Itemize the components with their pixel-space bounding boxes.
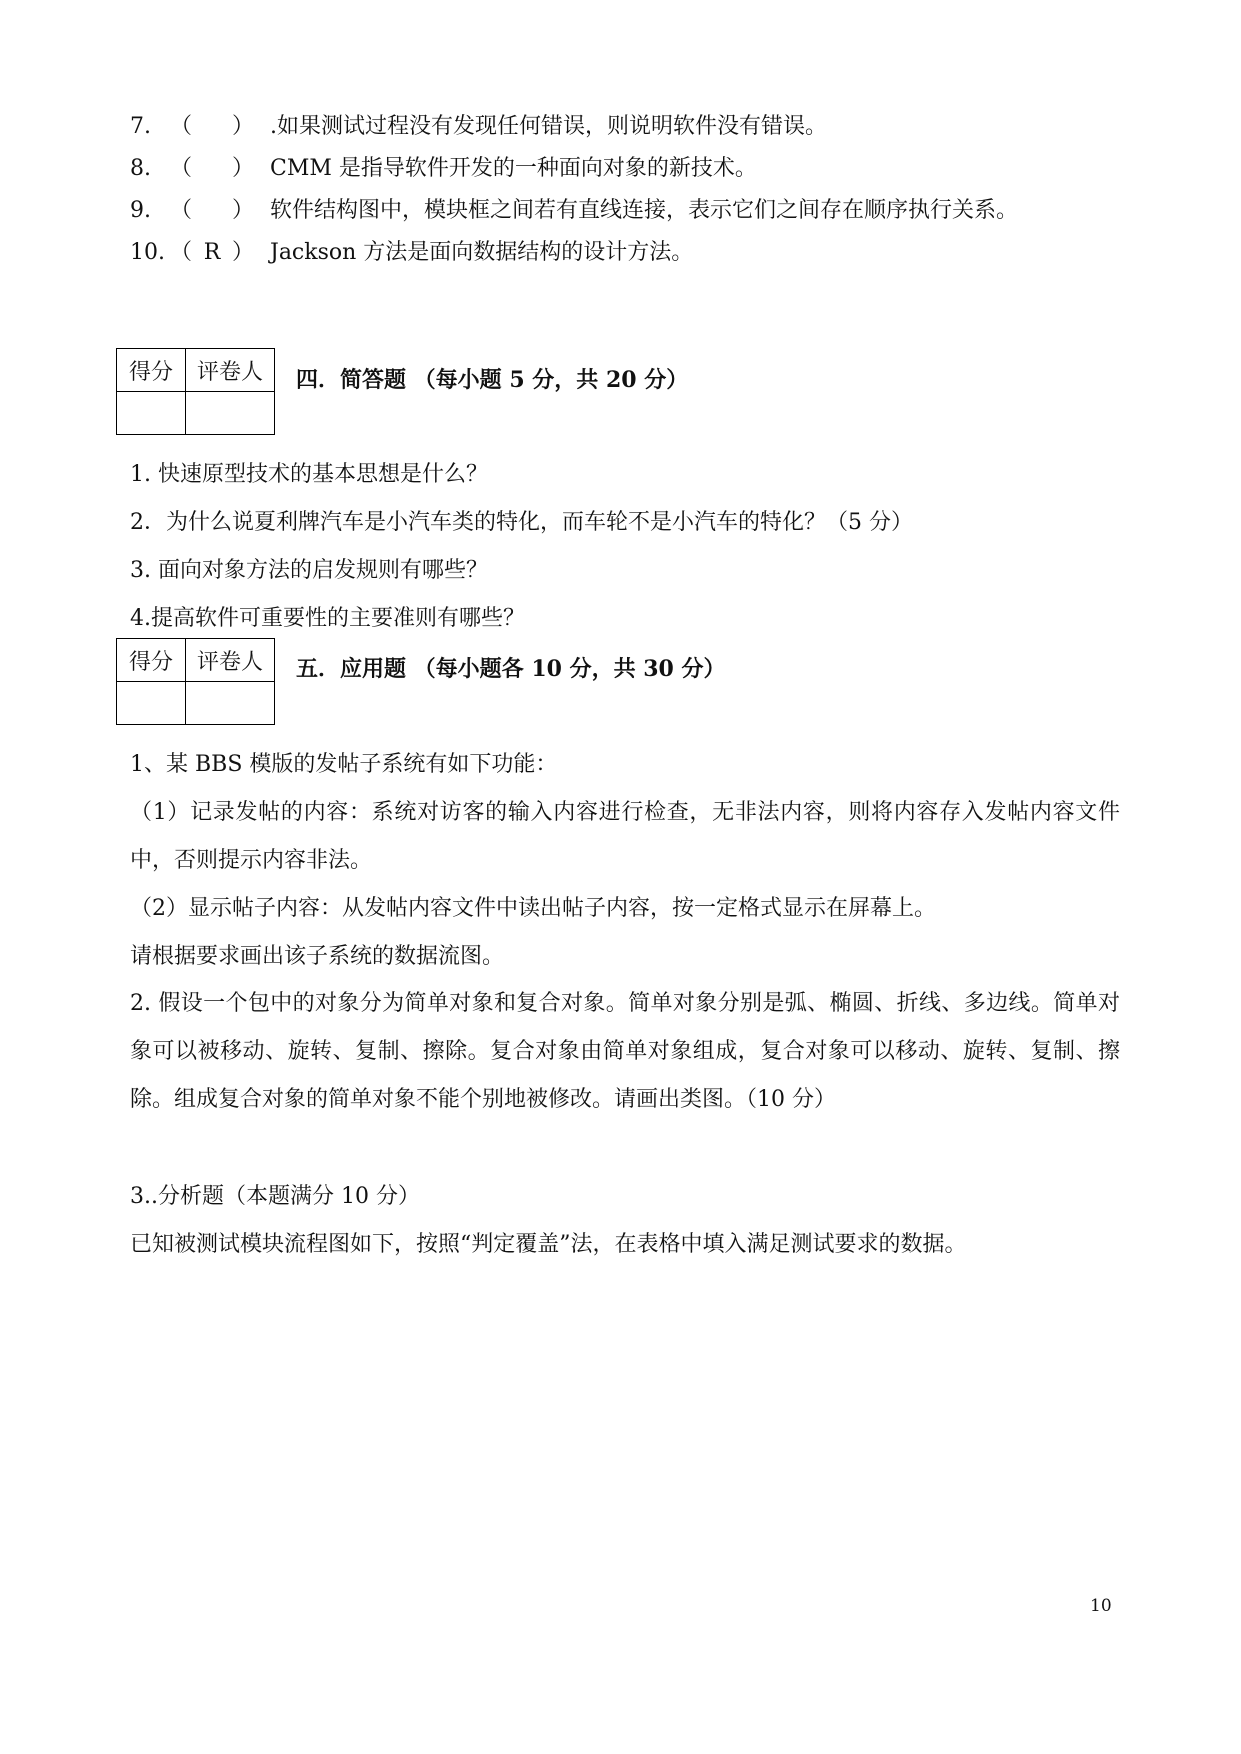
score-header: 得分 [117,349,186,392]
tf-item-text: Jackson 方法是面向数据结构的设计方法。 [270,240,694,265]
section5-q1-intro: 1、某 BBS 模版的发帖子系统有如下功能： [130,752,558,777]
tf-item-8: 8. （ ） CMM 是指导软件开发的一种面向对象的新技术。 [130,154,757,184]
section5-q3-text: 已知被测试模块流程图如下，按照“判定覆盖”法，在表格中填入满足测试要求的数据。 [130,1232,967,1257]
section5-q1-part1: （1）记录发帖的内容：系统对访客的输入内容进行检查，无非法内容，则将内容存入发帖内容文件中，否则提示内容非法。 [130,800,1120,873]
tf-item-10: 10. （ R ） Jackson 方法是面向数据结构的设计方法。 [130,238,693,268]
tf-item-number: 9. [130,198,151,223]
page-number: 10 [1090,1596,1112,1616]
tf-item-answer: R [203,240,221,265]
score-table-section5 [116,638,275,725]
section4-question-2: 2．为什么说夏利牌汽车是小汽车类的特化，而车轮不是小汽车的特化？（5 分） [130,510,913,535]
grader-header: 评卷人 [186,349,275,392]
section5-q1-requirement: 请根据要求画出该子系统的数据流图。 [130,944,505,969]
section4-question-1: 1. 快速原型技术的基本思想是什么？ [130,462,488,487]
grader-cell [186,682,275,725]
tf-item-7: 7. （ ） .如果测试过程没有发现任何错误，则说明软件没有错误。 [130,112,827,142]
section5-q3-title: 3..分析题（本题满分 10 分） [130,1184,420,1209]
tf-item-9: 9. （ ） 软件结构图中，模块框之间若有直线连接，表示它们之间存在顺序执行关系。 [130,196,1018,226]
score-table-section4 [116,348,275,435]
tf-item-number: 7. [130,114,151,139]
section5-q2: 2. 假设一个包中的对象分为简单对象和复合对象。简单对象分别是弧、椭圆、折线、多边线。简单对象可以被移动、旋转、复制、擦除。复合对象由简单对象组成，复合对象可以移动、旋转、复制、擦除。组成复合对象的简单对象不能个别地被修改。请画出类图。（10 分） [130,991,1120,1112]
tf-item-text: .如果测试过程没有发现任何错误，则说明软件没有错误。 [270,114,827,139]
tf-item-text: CMM 是指导软件开发的一种面向对象的新技术。 [270,156,757,181]
tf-item-text: 软件结构图中，模块框之间若有直线连接，表示它们之间存在顺序执行关系。 [270,198,1019,223]
tf-item-number: 10. [130,240,165,265]
tf-item-number: 8. [130,156,151,181]
section4-title: 四．简答题 （每小题 5 分，共 20 分） [296,367,689,393]
section4-question-4: 4.提高软件可重要性的主要准则有哪些？ [130,606,525,631]
score-cell [117,392,186,435]
section5-q1-part2: （2）显示帖子内容：从发帖内容文件中读出帖子内容，按一定格式显示在屏幕上。 [130,896,936,921]
grader-cell [186,392,275,435]
score-cell [117,682,186,725]
grader-header: 评卷人 [186,639,275,682]
section4-question-3: 3. 面向对象方法的启发规则有哪些？ [130,558,488,583]
score-header: 得分 [117,639,186,682]
section5-title: 五．应用题 （每小题各 10 分，共 30 分） [296,656,726,682]
